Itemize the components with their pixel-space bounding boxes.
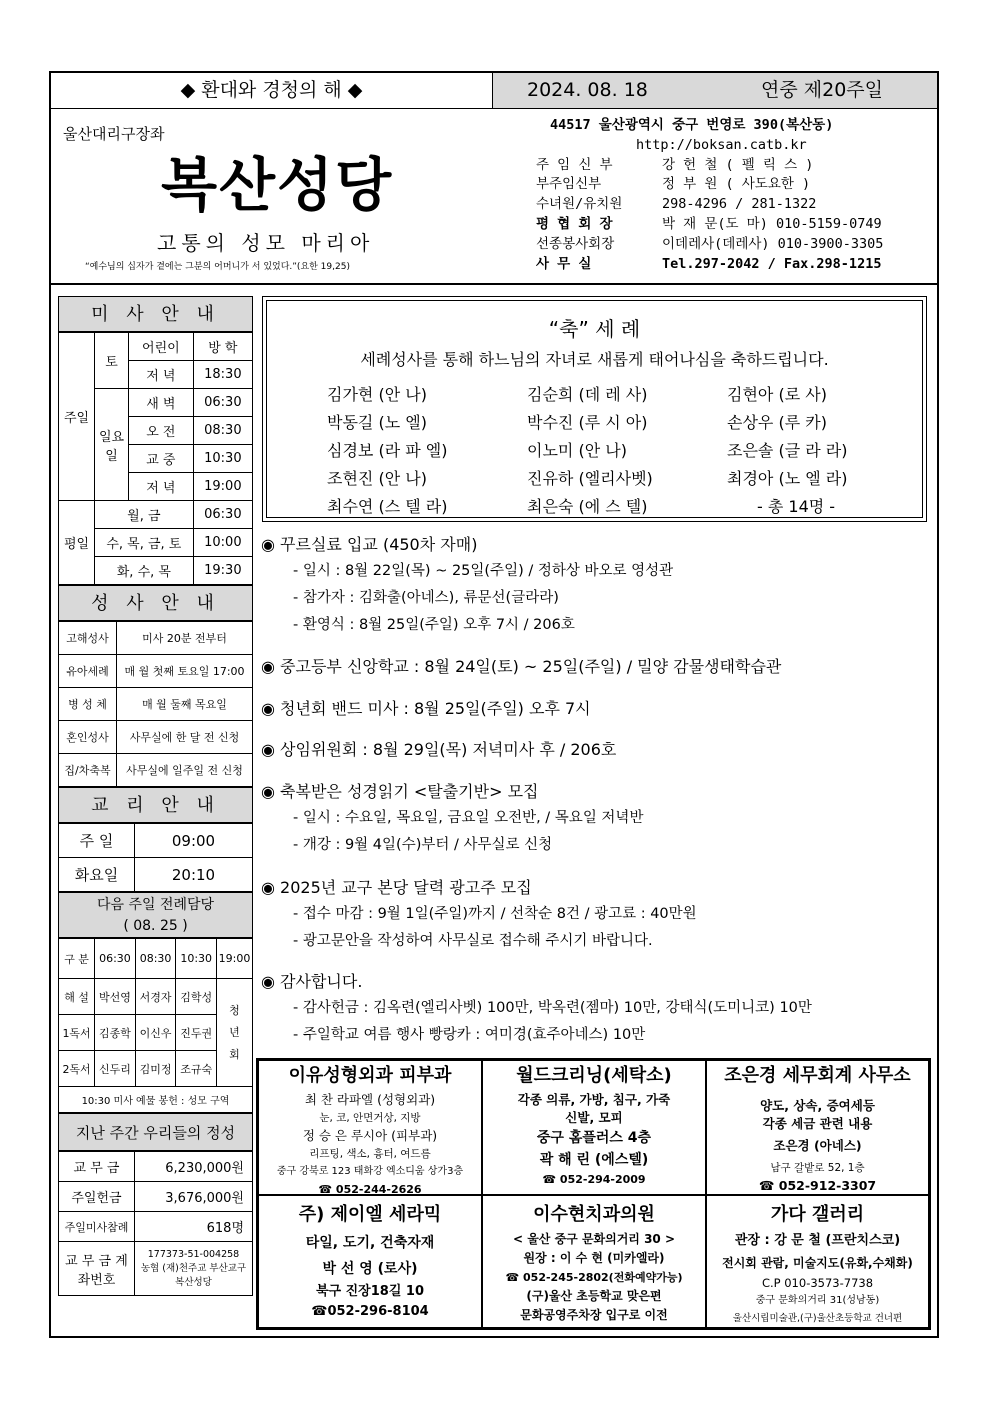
ad-dental: 이수현치과의원 < 울산 중구 문화의거리 30 > 원장 : 이 수 현 (미카엘라) ☎ 052-245-2802(전화예약가능) (구)울산 초등학교 맞은편 문화공영주차장 입구로 이전 xyxy=(482,1195,706,1328)
duty-title: 다음 주일 전례담당 xyxy=(96,897,215,913)
ad-ceramic: 주) 제이엘 세라믹 타일, 도기, 건축자재 박 선 영 (로사) 북구 진장18길 10 ☎052-296-8104 xyxy=(258,1195,482,1328)
baptism-names xyxy=(327,381,887,521)
offering-table: 교 무 금 6,230,000원 주일헌금 3,676,000원 주일미사참례 618명 교 무 금 계좌번호 177373-51-004258 농협 (재)천주교 부산교구 복산성당 xyxy=(58,1151,253,1296)
ad-tax-office: 조은경 세무회계 사무소 양도, 상속, 증여세등 각종 세금 관련 내용 조은경 (아네스) 남구 갈밭로 52, 1층 ☎ 052-912-3307 xyxy=(706,1060,929,1195)
header xyxy=(51,109,937,285)
notice-committee: ◉ 상임위원회 : 8월 29일(목) 저녁미사 후 / 206호 xyxy=(261,740,617,759)
year-motto: ◆ 환대와 경청의 해 ◆ xyxy=(51,73,493,108)
website-link[interactable]: http://boksan.catb.kr xyxy=(636,136,807,153)
contact-row: 수녀원/유치원 298-4296 / 281-1322 xyxy=(536,196,817,213)
contact-row: 선종봉사회장 이데레사(데레사) 010-3900-3305 xyxy=(536,235,884,252)
bulletin-date: 2024. 08. 18 xyxy=(527,79,648,101)
patron: 고통의 성모 마리아 xyxy=(157,231,375,255)
contact-list xyxy=(536,116,936,274)
diocese: 울산대리구장좌 xyxy=(63,125,165,143)
top-bar xyxy=(51,73,937,109)
duty-table: 구 분 06:30 08:30 10:30 19:00 해 설 박선영 서경자 김학성 청년회 1독서 김종학 이신우 진두권 2독서 신두리 김미정 조규숙 10:30 미사 예물 봉헌 : 성모 구역 xyxy=(58,938,253,1113)
sacrament-title: 성 사 안 내 xyxy=(58,585,253,621)
list-item: 심경보 (라 파 엘) 이노미 (안 나) 조은솔 (글 라 라) xyxy=(327,441,848,460)
liturgical-week: 연중 제20주일 xyxy=(761,79,883,101)
address: 44517 울산광역시 중구 번영로 390(복산동) xyxy=(550,117,834,133)
contact-row: 평 협 회 장 박 재 문(도 마) 010-5159-0749 xyxy=(536,215,882,232)
mass-title: 미 사 안 내 xyxy=(58,296,253,332)
notice-bible-reading: ◉ 축복받은 성경읽기 <탈출기반> 모집 - 일시 : 수요일, 목요일, 금요일 오전반, / 목요일 저녁반 - 개강 : 9월 4일(수)부터 / 사무실로 신청 xyxy=(261,782,644,853)
notice-calendar-ads: ◉ 2025년 교구 본당 달력 광고주 모집 - 접수 마감 : 9월 1일(주일)까지 / 선착순 8건 / 광고료 : 40만원 - 광고문안을 작성하여 사무실로 접수해 주시기 바랍니다. xyxy=(261,878,697,949)
notice-cursillo: ◉ 꾸르실료 입교 (450차 자매) - 일시 : 8월 22일(목) ~ 25일(주일) / 정하상 바오로 영성관 - 참가자 : 김화출(아네스), 류문선(글라라) - 환영식 : 8월 25일(주일) 오후 7시 / 206호 xyxy=(261,535,674,633)
notice-faith-school: ◉ 중고등부 신앙학교 : 8월 24일(토) ~ 25일(주일) / 밀양 감물생태학습관 xyxy=(261,657,782,676)
duty-title-box xyxy=(58,892,253,938)
doctrine-table: 주 일 09:00 화요일 20:10 xyxy=(58,823,253,892)
doctrine-title: 교 리 안 내 xyxy=(58,787,253,823)
list-item: 김가현 (안 나) 김순희 (데 레 사) 김현아 (로 사) xyxy=(327,385,827,404)
church-name: 복산성당 xyxy=(161,153,394,218)
list-item: 최수연 (스 텔 라) 최은숙 (에 스 텔) - 총 14명 - xyxy=(327,497,836,516)
date-bar xyxy=(493,73,937,108)
baptism-title: “축” 세 례 xyxy=(548,317,641,341)
contact-row: 사 무 실 Tel.297-2042 / Fax.298-1215 xyxy=(536,255,882,272)
ad-gallery: 가다 갤러리 관장 : 강 문 철 (프란치스코) 전시회 관람, 미술지도(유화,수채화) C.P 010-3573-7738 중구 문화의거리 31(성남동) 울산시립미술관,(구)울산초등학교 건너편 xyxy=(706,1195,929,1328)
contact-row: 주 임 신 부 강 헌 철 ( 펠 릭 스 ) xyxy=(536,156,814,173)
contact-row: 부주임신부 정 부 원 ( 사도요한 ) xyxy=(536,176,811,193)
ad-cleaning: 월드크리닝(세탁소) 각종 의류, 가방, 침구, 가죽 신발, 모피 중구 홈플러스 4층 곽 해 린 (에스텔) ☎ 052-294-2009 xyxy=(482,1060,706,1195)
mass-table: 주일 토 어린이 방 학 저 녁 18:30 일요일 새 벽 06:30 오 전 08:30 교 중 10:30 저 녁 19:00 평일 월, 금 06:30 수, 목, 금, 토 10:00 화, 수, 목 19:30 xyxy=(58,332,253,585)
advertisement-grid xyxy=(256,1058,931,1330)
offering-title: 지난 주간 우리들의 정성 xyxy=(58,1113,253,1151)
baptism-box xyxy=(262,296,927,522)
baptism-subtitle: 세례성사를 통해 하느님의 자녀로 새롭게 태어나심을 축하드립니다. xyxy=(360,350,829,369)
ad-plastic-surgery: 이유성형외과 피부과 최 찬 라파엘 (성형외과) 눈, 코, 안면거상, 지방 정 승 은 루시아 (피부과) 리프팅, 색소, 흉터, 여드름 중구 강북로 123 태화강 엑소디움 상가3층 ☎ 052-244-2626 xyxy=(258,1060,482,1195)
notice-band-mass: ◉ 청년회 밴드 미사 : 8월 25일(주일) 오후 7시 xyxy=(261,699,591,718)
list-item: 조현진 (안 나) 진유하 (엘리사벳) 최경아 (노 엘 라) xyxy=(327,469,848,488)
list-item: 박동길 (노 엘) 박수진 (루 시 아) 손상우 (루 카) xyxy=(327,413,827,432)
notice-thanks: ◉ 감사합니다. - 감사헌금 : 김옥련(엘리사벳) 100만, 박옥련(젬마) 10만, 강태식(도미니코) 10만 - 주일학교 여름 행사 빵랑카 : 여미경(효주아네스) 10만 xyxy=(261,972,812,1043)
duty-date: ( 08. 25 ) xyxy=(123,918,188,934)
left-column xyxy=(58,296,253,1296)
sacrament-table: 고해성사 미사 20분 전부터 유아세례 매 월 첫째 토요일 17:00 병 성 체 매 월 둘째 목요일 혼인성사 사무실에 한 달 전 신청 집/차축복 사무실에 일주일 전 신청 xyxy=(58,621,253,787)
scripture-quote: “예수님의 십자가 곁에는 그분의 어머니가 서 있었다.”(요한 19,25) xyxy=(85,262,350,272)
